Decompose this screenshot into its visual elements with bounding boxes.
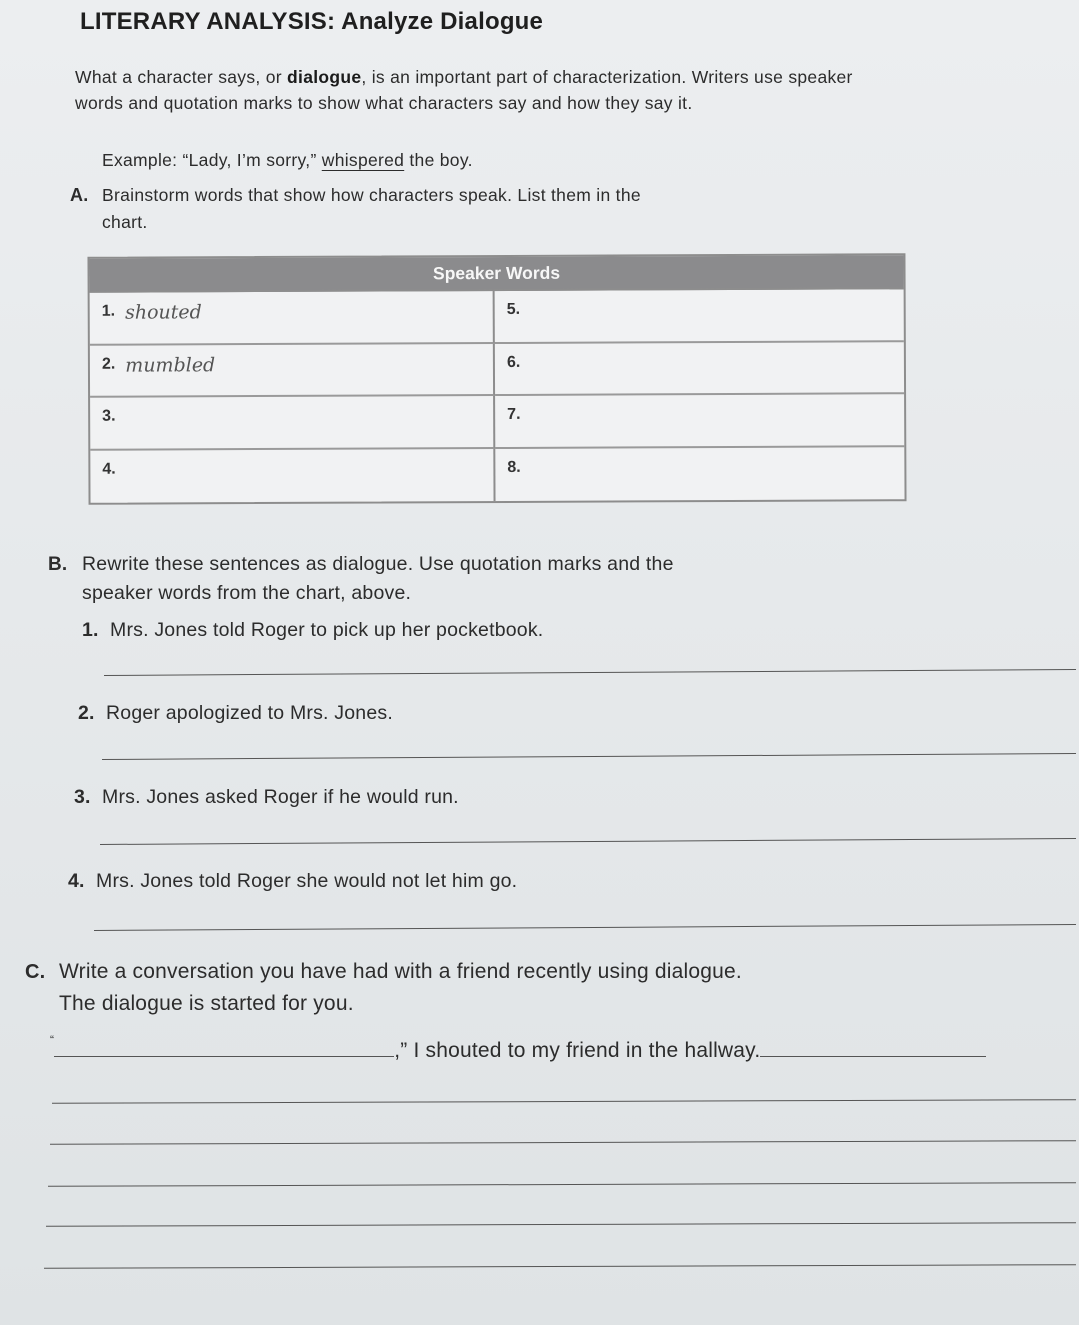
cell-number: 5. — [506, 300, 521, 318]
table-body — [90, 289, 905, 503]
intro-paragraph — [75, 64, 855, 116]
intro-text-after: , is an important part of characterization. Writers use speaker words and quotation marks to show what characters say and how they say it. — [75, 67, 853, 113]
writing-line[interactable] — [44, 1264, 1076, 1269]
cell-number: 6. — [506, 353, 521, 371]
section-c — [25, 956, 905, 1019]
section-a-letter: A. — [70, 185, 89, 205]
section-b-letter: B. — [48, 554, 68, 575]
answer-line[interactable] — [102, 753, 1076, 760]
table-cell[interactable] — [495, 394, 904, 448]
section-a-line1: Brainstorm words that show how characters speak. List them in the — [102, 185, 641, 205]
writing-line[interactable] — [50, 1140, 1076, 1145]
section-c-line2: The dialogue is started for you. — [59, 992, 354, 1015]
rewrite-item — [68, 870, 517, 893]
section-b-line1: Rewrite these sentences as dialogue. Use quotation marks and the — [82, 553, 674, 575]
writing-line[interactable] — [46, 1222, 1076, 1227]
writing-line[interactable] — [48, 1182, 1076, 1187]
table-cell[interactable] — [495, 289, 904, 343]
example-before: Example: “Lady, I’m sorry,” — [102, 150, 322, 170]
item-number: 3. — [74, 786, 91, 808]
example-underlined-word: whispered — [321, 150, 405, 170]
cell-handwritten-entry: mumbled — [125, 353, 216, 377]
speaker-words-table — [87, 253, 906, 505]
cell-handwritten-entry: shouted — [125, 301, 202, 324]
dialogue-continue-blank[interactable] — [760, 1036, 986, 1057]
answer-line[interactable] — [100, 838, 1076, 845]
item-text: Mrs. Jones told Roger to pick up her pocketbook. — [110, 619, 544, 641]
rewrite-item — [74, 786, 459, 809]
example-after: the boy. — [404, 150, 473, 170]
cell-number: 3. — [102, 407, 116, 425]
dialogue-starter — [50, 1033, 986, 1063]
item-number: 1. — [82, 619, 99, 641]
table-cell[interactable] — [495, 342, 904, 396]
open-quote: “ — [50, 1033, 55, 1047]
cell-number: 8. — [507, 458, 521, 476]
dialogue-text: ,” I shouted to my friend in the hallway. — [394, 1039, 761, 1062]
table-header: Speaker Words — [89, 255, 903, 293]
cell-number: 2. — [101, 355, 116, 373]
section-a — [70, 182, 810, 236]
cell-number: 4. — [102, 460, 116, 478]
section-c-line1: Write a conversation you have had with a friend recently using dialogue. — [59, 960, 742, 983]
rewrite-item — [78, 702, 393, 725]
table-cell[interactable] — [90, 396, 495, 450]
answer-line[interactable] — [94, 924, 1076, 931]
page-title: LITERARY ANALYSIS: Analyze Dialogue — [80, 8, 544, 35]
cell-number: 7. — [507, 405, 521, 423]
table-cell[interactable] — [495, 447, 904, 501]
table-cell[interactable] — [90, 291, 495, 345]
example-line — [102, 150, 473, 171]
item-text: Mrs. Jones told Roger she would not let him go. — [96, 870, 518, 892]
section-b-line2: speaker words from the chart, above. — [82, 582, 412, 604]
answer-line[interactable] — [104, 669, 1076, 676]
section-a-line2: chart. — [102, 212, 148, 232]
table-cell[interactable] — [90, 449, 495, 503]
table-cell[interactable] — [90, 344, 495, 398]
section-c-letter: C. — [25, 961, 46, 983]
cell-number: 1. — [101, 302, 116, 320]
rewrite-item — [82, 619, 543, 642]
item-number: 2. — [78, 702, 95, 724]
writing-line[interactable] — [52, 1099, 1076, 1104]
item-text: Mrs. Jones asked Roger if he would run. — [102, 786, 459, 808]
intro-bold-term: dialogue — [287, 67, 362, 87]
section-b — [48, 550, 848, 608]
intro-text-before: What a character says, or — [75, 67, 288, 87]
item-text: Roger apologized to Mrs. Jones. — [106, 702, 393, 724]
item-number: 4. — [68, 870, 85, 892]
dialogue-blank[interactable] — [54, 1036, 394, 1057]
